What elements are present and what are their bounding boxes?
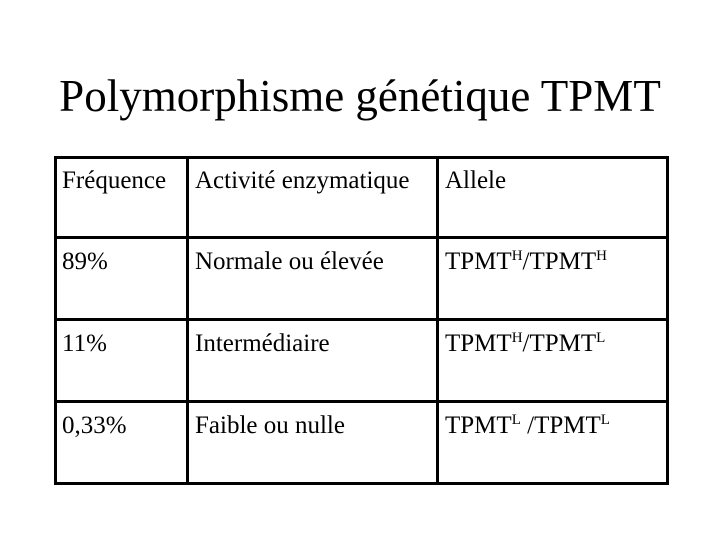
slide-title: Polymorphisme génétique TPMT (59, 71, 661, 121)
table-row (56, 402, 668, 484)
allele-a-sup: L (511, 412, 521, 428)
header-frequence: Fréquence (56, 158, 188, 238)
table-row (56, 320, 668, 402)
allele-a: TPMT (445, 412, 512, 439)
allele-sep: / (522, 248, 530, 275)
allele-a: TPMT (445, 248, 512, 275)
allele-b-sup: H (596, 248, 608, 264)
cell-allele (438, 402, 668, 484)
allele-a-sup: H (511, 248, 523, 264)
allele-b-sup: L (596, 330, 606, 346)
cell-activite: Faible ou nulle (188, 402, 438, 484)
cell-frequence: 11% (56, 320, 188, 402)
allele-b: TPMT (529, 330, 597, 357)
allele-b: TPMT (529, 248, 597, 275)
allele-b: TPMT (534, 412, 601, 439)
header-allele: Allele (438, 158, 668, 238)
allele-sep: / (520, 412, 535, 439)
genotype-table (54, 156, 669, 485)
cell-activite: Normale ou élevée (188, 238, 438, 320)
cell-frequence: 0,33% (56, 402, 188, 484)
cell-activite: Intermédiaire (188, 320, 438, 402)
allele-sep: / (522, 330, 530, 357)
allele-a-sup: H (511, 330, 523, 346)
cell-frequence: 89% (56, 238, 188, 320)
table-row (56, 238, 668, 320)
header-activite: Activité enzymatique (188, 158, 438, 238)
allele-b-sup: L (600, 412, 610, 428)
table-header-row (56, 158, 668, 238)
allele-a: TPMT (445, 330, 512, 357)
cell-allele (438, 238, 668, 320)
cell-allele (438, 320, 668, 402)
